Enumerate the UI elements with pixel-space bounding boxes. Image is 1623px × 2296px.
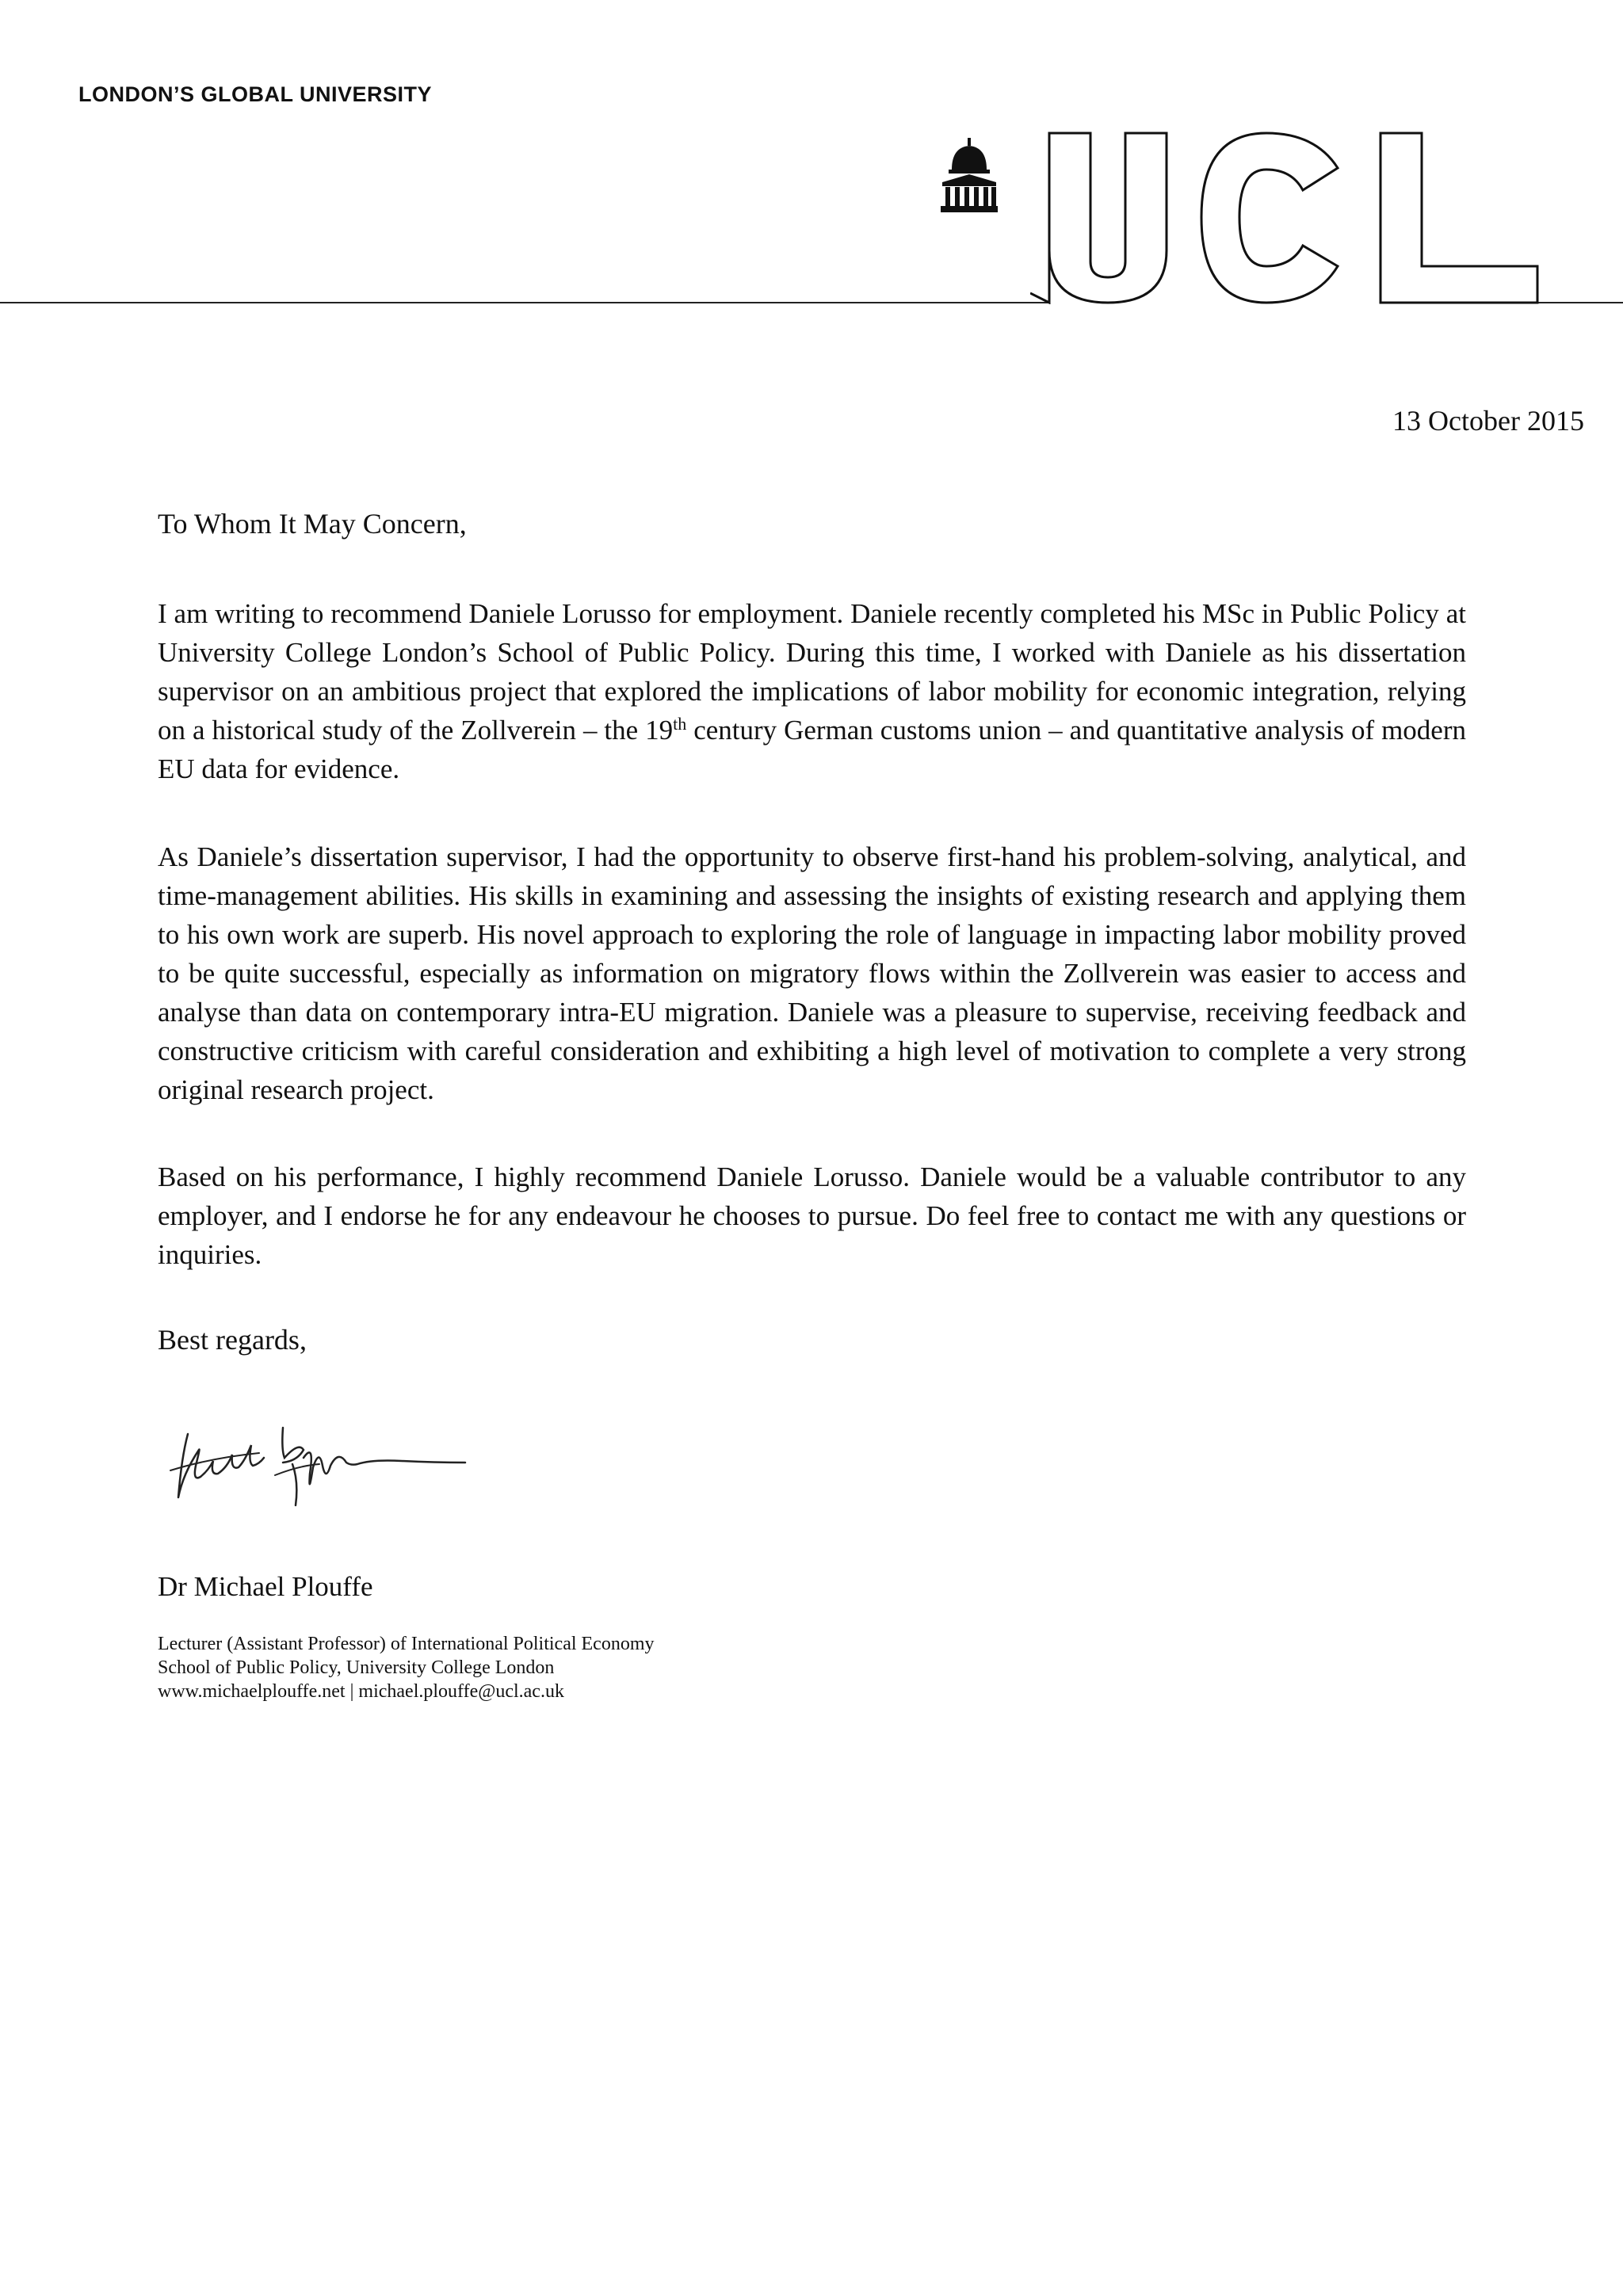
signer-contact: www.michaelplouffe.net | michael.plouffe@ucl.ac.uk [158,1681,564,1702]
salutation: To Whom It May Concern, [158,508,467,540]
signer-name: Dr Michael Plouffe [158,1571,373,1602]
signer-affiliation: School of Public Policy, University College London [158,1657,555,1678]
closing: Best regards, [158,1324,307,1356]
ucl-logo [1030,127,1623,304]
handwritten-signature [164,1418,481,1513]
paragraph-1-text-a: I am writing to recommend Daniele Lorusso for employment. Daniele recently completed his MSc in Public Policy at University College London’s School of Public Policy. During this time, I worked with Daniele as his dissertation supervisor on an ambitious project that explored the implications of labor mobility for economic integration, relying on a historical study of the Zollverein – the 19 [158,598,1466,746]
header-rule-left [0,302,1050,303]
university-tagline: LONDON’S GLOBAL UNIVERSITY [78,82,433,106]
paragraph-3: Based on his performance, I highly recommend Daniele Lorusso. Daniele would be a valuable contributor to any employer, and I endorse he for any endeavour he chooses to pursue. Do feel free to contact me with any questions or inquiries. [158,1161,1466,1270]
paragraph-1 [158,594,1466,788]
signer-details [158,1632,655,1703]
portico-icon [941,138,998,212]
ordinal-suffix: th [673,714,687,734]
paragraph-1-text-b: century German customs union – and quantitative analysis of modern EU data for evidence. [158,715,1466,784]
paragraph-2: As Daniele’s dissertation supervisor, I had the opportunity to observe first-hand his problem-solving, analytical, and time-management abilities. His skills in examining and assessing the insights of existing research and applying them to his own work are superb. His novel approach to exploring the role of language in impacting labor mobility proved to be quite successful, especially as information on migratory flows within the Zollverein was easier to access and analyse than data on contemporary intra-EU migration. Daniele was a pleasure to supervise, receiving feedback and constructive criticism with careful consideration and exhibiting a high level of motivation to complete a very strong original research project. [158,841,1466,1105]
letter-date: 13 October 2015 [1392,405,1584,437]
signer-title: Lecturer (Assistant Professor) of International Political Economy [158,1634,655,1654]
